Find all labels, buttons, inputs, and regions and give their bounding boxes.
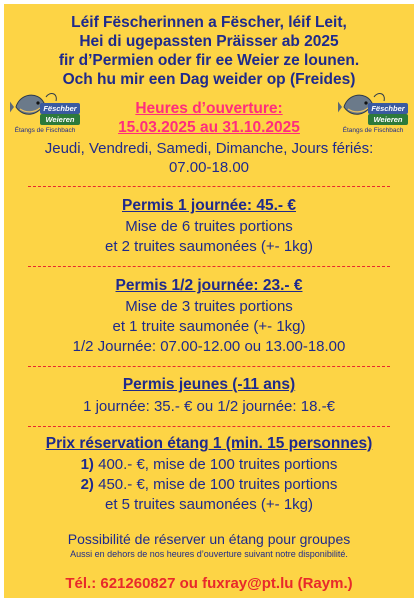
header-line-3: fir d’Permien oder fir ee Weier ze lounen. bbox=[58, 52, 360, 69]
reservation-option-2-line-2: et 5 truites saumonées (+- 1kg) bbox=[104, 496, 313, 513]
divider bbox=[28, 266, 390, 267]
poster bbox=[4, 4, 414, 598]
reservation-option-1-text: 400.- €, mise de 100 truites portions bbox=[93, 456, 338, 473]
logo-right-name-top: Fëschber bbox=[371, 104, 405, 113]
hours-time: 07.00-18.00 bbox=[168, 159, 250, 176]
hours-days: Jeudi, Vendredi, Samedi, Dimanche, Jours fériés: bbox=[44, 140, 374, 157]
logo-right-name-bottom: Weieren bbox=[373, 115, 403, 124]
logo-left-name-bottom: Weieren bbox=[45, 115, 75, 124]
permis2-line-1: Mise de 3 truites portions bbox=[125, 298, 293, 315]
permis2-line-2: et 1 truite saumonée (+- 1kg) bbox=[112, 318, 306, 335]
reservation-option-2 bbox=[4, 476, 414, 493]
reservation-option-2-text: 450.- €, mise de 100 truites portions bbox=[93, 476, 338, 493]
jeunes-line-1: 1 journée: 35.- € ou 1/2 journée: 18.-€ bbox=[83, 398, 335, 415]
logo-left-name-top: Fëschber bbox=[43, 104, 77, 113]
divider bbox=[28, 186, 390, 187]
reservation-title: Prix réservation étang 1 (min. 15 personnes) bbox=[45, 435, 373, 452]
jeunes-title: Permis jeunes (-11 ans) bbox=[122, 376, 296, 393]
permis2-title: Permis 1/2 journée: 23.- € bbox=[115, 277, 303, 294]
permis1-title: Permis 1 journée: 45.- € bbox=[121, 197, 297, 214]
header-line-1: Léif Fëscherinnen a Fëscher, léif Leit, bbox=[71, 14, 347, 31]
permis1-line-2: et 2 truites saumonées (+- 1kg) bbox=[104, 238, 313, 255]
contact-line: Tél.: 621260827 ou fuxray@pt.lu (Raym.) bbox=[65, 575, 353, 592]
header-line-2: Hei di ugepassten Präisser ab 2025 bbox=[79, 33, 339, 50]
availability-note: Aussi en dehors de nos heures d’ouverture suivant notre disponibilité. bbox=[70, 549, 348, 559]
permis2-line-3: 1/2 Journée: 07.00-12.00 ou 13.00-18.00 bbox=[72, 338, 346, 355]
hours-title: Heures d’ouverture: bbox=[135, 100, 283, 117]
reservation-option-1 bbox=[4, 456, 414, 473]
reservation-option-2-number: 2) bbox=[80, 476, 94, 493]
logo-left-caption: Étangs de Fischbach bbox=[14, 127, 76, 134]
header-line-4: Och hu mir een Dag weider op (Freides) bbox=[62, 71, 356, 88]
groups-text: Possibilité de réserver un étang pour groupes bbox=[67, 531, 351, 547]
reservation-option-1-number: 1) bbox=[80, 456, 94, 473]
permis1-line-1: Mise de 6 truites portions bbox=[125, 218, 293, 235]
hours-dates: 15.03.2025 au 31.10.2025 bbox=[118, 119, 300, 136]
divider bbox=[28, 366, 390, 367]
logo-right-caption: Étangs de Fischbach bbox=[342, 127, 404, 134]
divider bbox=[28, 426, 390, 427]
